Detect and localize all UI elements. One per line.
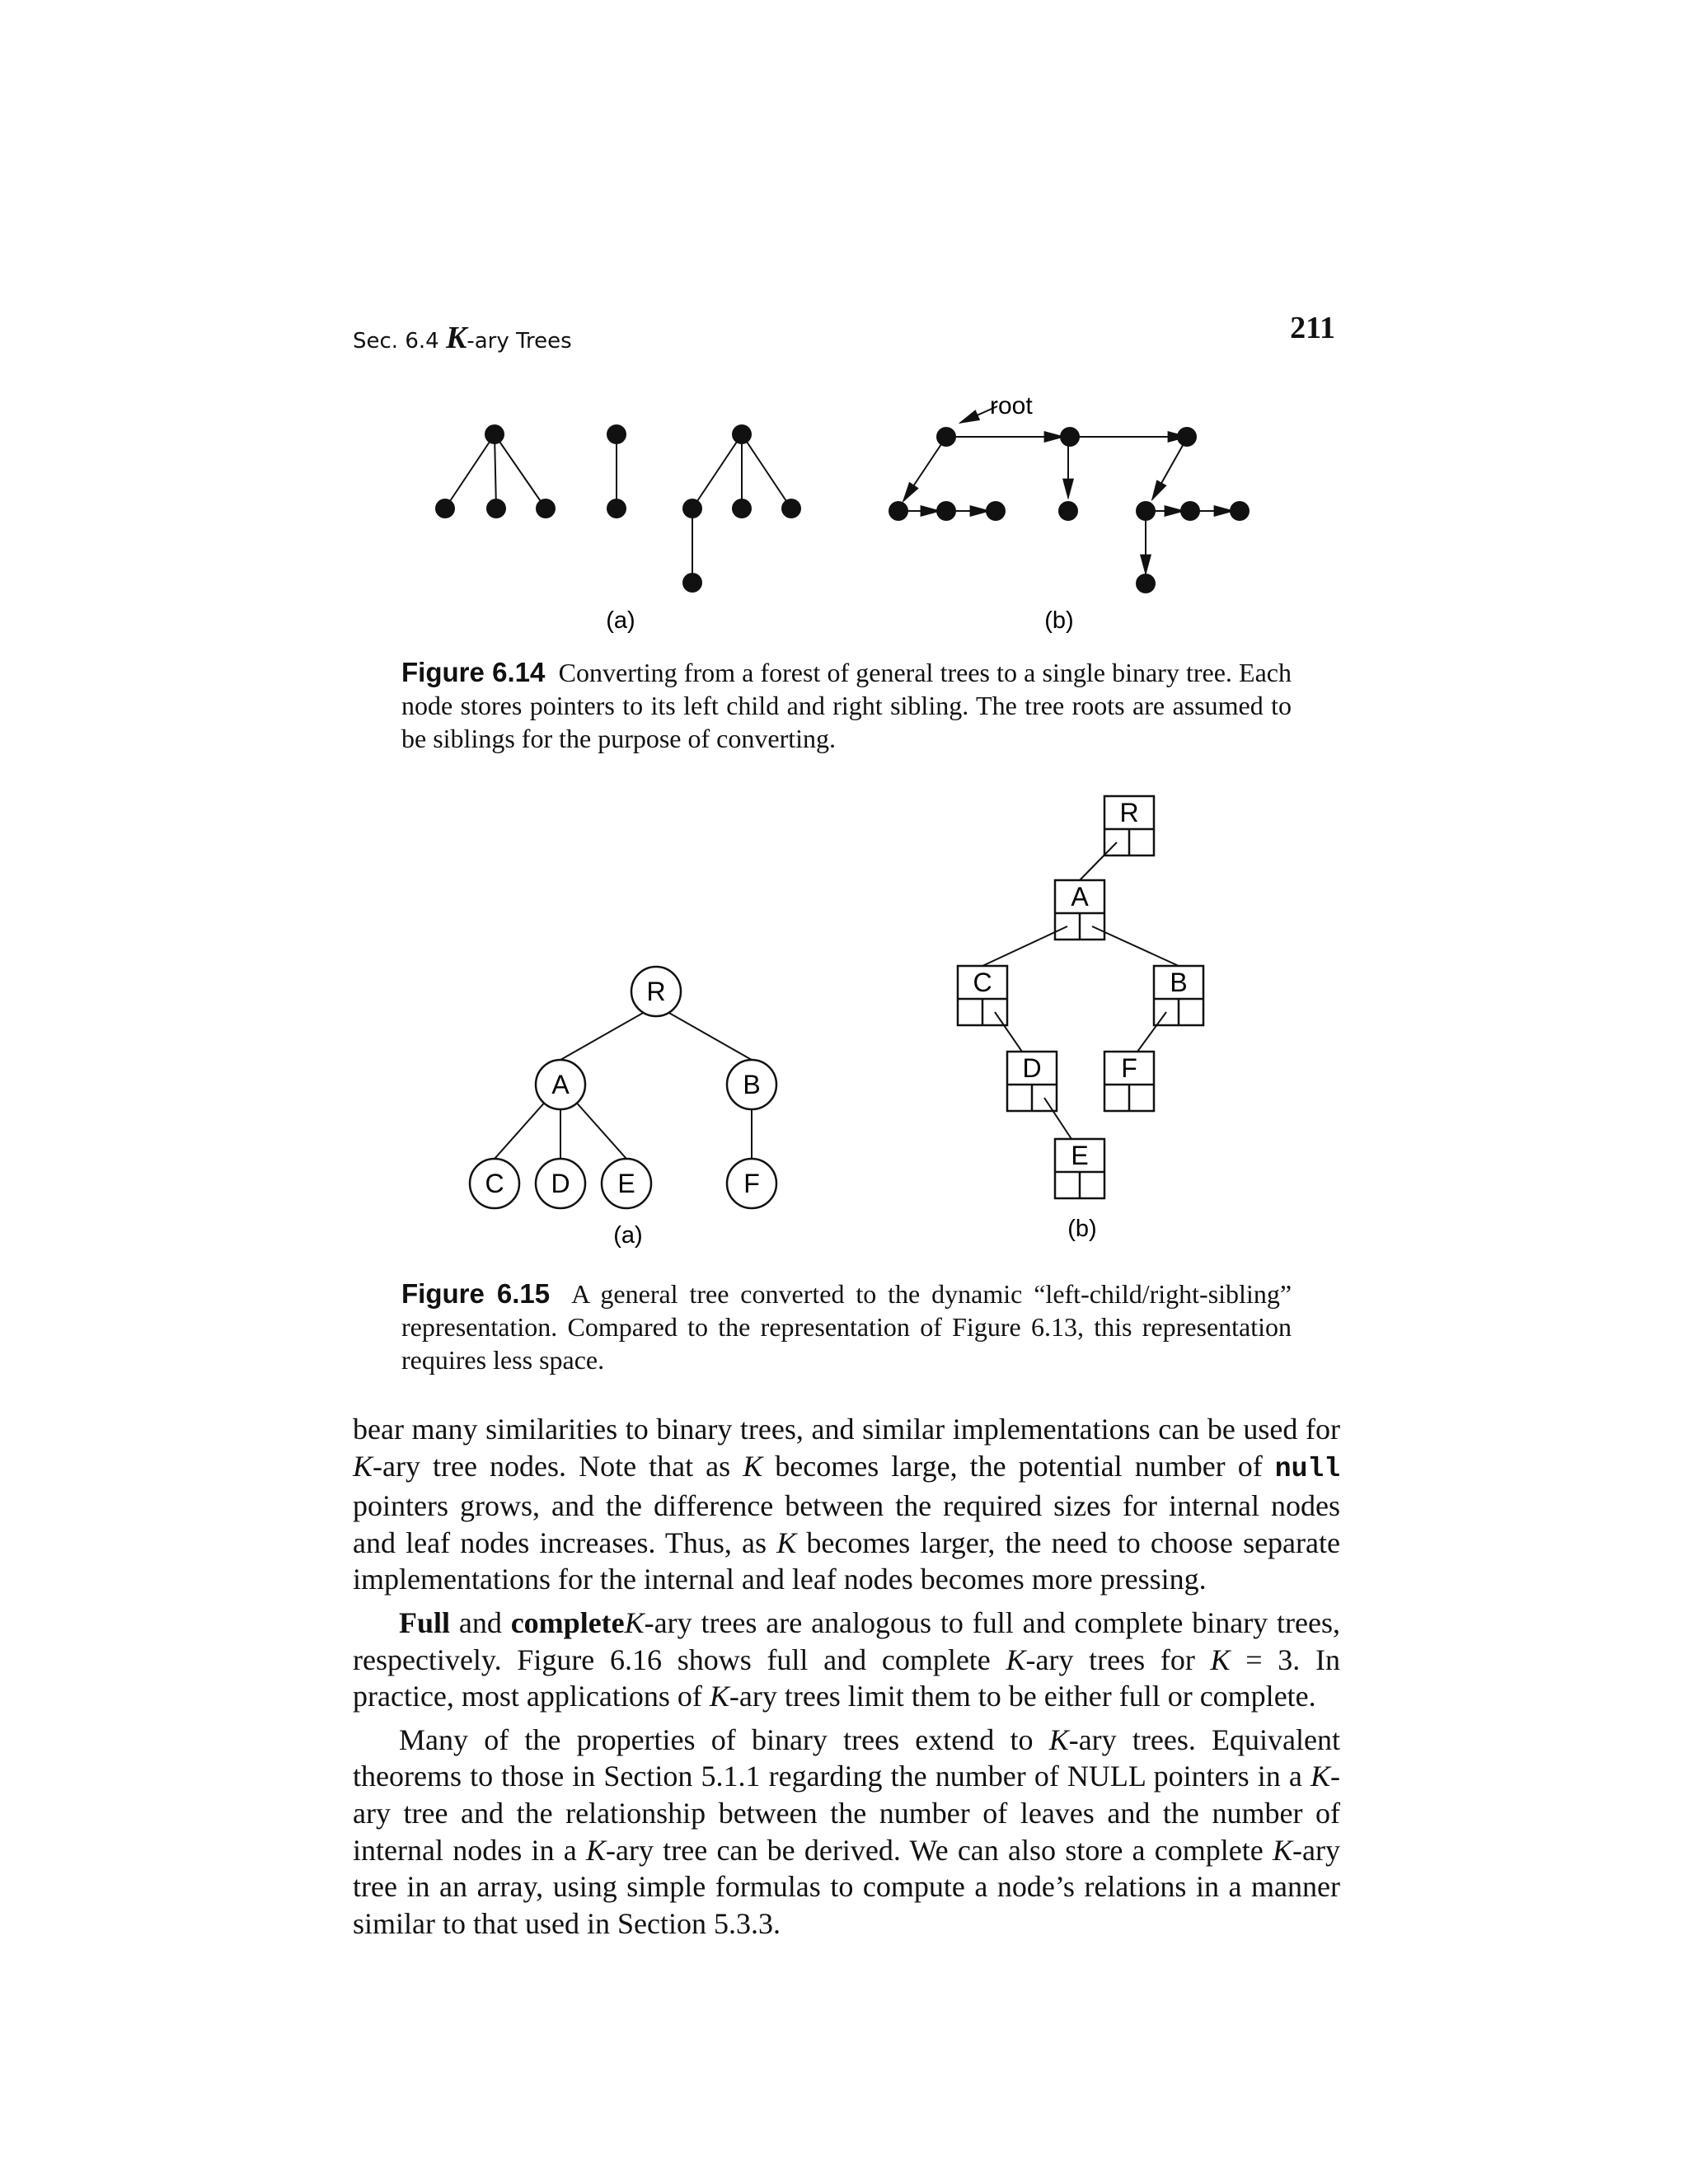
k-variable: K [743, 1449, 763, 1483]
binary-node-labels [973, 798, 1187, 1170]
k-variable: K [1310, 1760, 1330, 1793]
node-R: R [646, 977, 666, 1006]
figure-6-14-caption [401, 656, 1292, 755]
root-label: root [990, 392, 1033, 419]
page-number: 211 [1290, 311, 1335, 345]
k-variable: K [1210, 1643, 1231, 1676]
figure-6-14-label-b: (b) [1044, 607, 1074, 634]
box-C: C [973, 968, 992, 997]
text-run: and [450, 1605, 511, 1639]
text-run: -ary tree in an array, using simple formulas to compute a node’s relations in a manner similar to that used in Section 5.3.3. [353, 1833, 1340, 1940]
figure-6-14-label-a: (a) [606, 607, 635, 634]
null-keyword: null [1274, 1453, 1340, 1484]
figure-6-15-caption-label: Figure 6.15 [401, 1278, 551, 1309]
text-run: = 3. In practice, most applications of [353, 1643, 1340, 1713]
figure-6-14-caption-label: Figure 6.14 [401, 657, 546, 687]
box-F: F [1121, 1053, 1137, 1083]
text-run: becomes large, the potential number of [762, 1449, 1275, 1483]
k-variable: K [624, 1605, 645, 1639]
node-B: B [743, 1070, 761, 1099]
term-complete: complete [510, 1605, 625, 1639]
node-C: C [485, 1169, 504, 1198]
k-variable: K [1006, 1643, 1026, 1676]
section-title: -ary Trees [467, 329, 572, 354]
k-variable: K [445, 321, 467, 355]
figure-6-15-label-b: (b) [1067, 1216, 1097, 1242]
k-variable: K [1273, 1833, 1293, 1867]
text-run: -ary trees for [1025, 1643, 1211, 1676]
k-variable: K [586, 1833, 607, 1867]
text-run: -ary trees are analogous to full and complete binary trees, respectively. Figure 6.16 shows full and complete [353, 1605, 1340, 1676]
node-F: F [743, 1169, 760, 1198]
node-E: E [617, 1169, 635, 1198]
figure-6-15-caption [401, 1277, 1292, 1376]
paragraph-2 [353, 1605, 1340, 1715]
text-run: Many of the properties of binary trees extend to [399, 1722, 1049, 1756]
forest-nodes [435, 424, 801, 593]
figure-6-15-diagram [0, 783, 1688, 1277]
binary-node-boxes [958, 796, 1203, 1198]
text-run: -ary tree nodes. Note that as [373, 1449, 743, 1483]
box-E: E [1071, 1141, 1089, 1170]
text-run: -ary trees limit them to be either full or complete. [729, 1680, 1316, 1713]
body-text [353, 1411, 1340, 1948]
section-number: Sec. 6.4 [353, 329, 439, 354]
text-run: pointers grows, and the difference between the required sizes for internal nodes and leaf nodes increases. Thus, as [353, 1489, 1340, 1559]
figure-6-15-label-a: (a) [613, 1222, 643, 1249]
text-run: -ary tree and the relationship between the number of leaves and the number of internal nodes in a [353, 1760, 1340, 1867]
box-D: D [1022, 1053, 1042, 1083]
node-A: A [551, 1070, 570, 1099]
box-B: B [1170, 968, 1188, 997]
text-run: -ary tree can be derived. We can also store a complete [606, 1833, 1273, 1867]
general-tree-edges [495, 1005, 752, 1159]
k-variable: K [776, 1526, 797, 1559]
box-A: A [1071, 882, 1089, 912]
text-run: becomes larger, the need to choose separate implementations for the internal and leaf nodes becomes more pressing. [353, 1526, 1340, 1596]
term-full: Full [399, 1605, 451, 1639]
figure-6-14-caption-text: Converting from a forest of general trees to a single binary tree. Each node stores pointers to its left child and right sibling. The tree roots are assumed to be siblings for the purpose of converting. [401, 658, 1292, 753]
text-run: -ary trees. Equivalent theorems to those in Section 5.1.1 regarding the number of NULL pointers in a [353, 1722, 1340, 1793]
k-variable: K [1048, 1722, 1069, 1756]
box-R: R [1119, 798, 1139, 827]
figure-6-14-diagram [0, 0, 1688, 659]
k-variable: K [709, 1680, 729, 1713]
paragraph-1 [353, 1411, 1340, 1598]
k-variable: K [353, 1449, 373, 1483]
node-D: D [551, 1169, 570, 1198]
figure-6-15-caption-text: A general tree converted to the dynamic “left-child/right-sibling” representation. Compared to the representation of Figure 6.13, this representation requires less space. [401, 1279, 1292, 1375]
text-run: bear many similarities to binary trees, and similar implementations can be used for [353, 1413, 1340, 1446]
paragraph-3 [353, 1722, 1340, 1943]
